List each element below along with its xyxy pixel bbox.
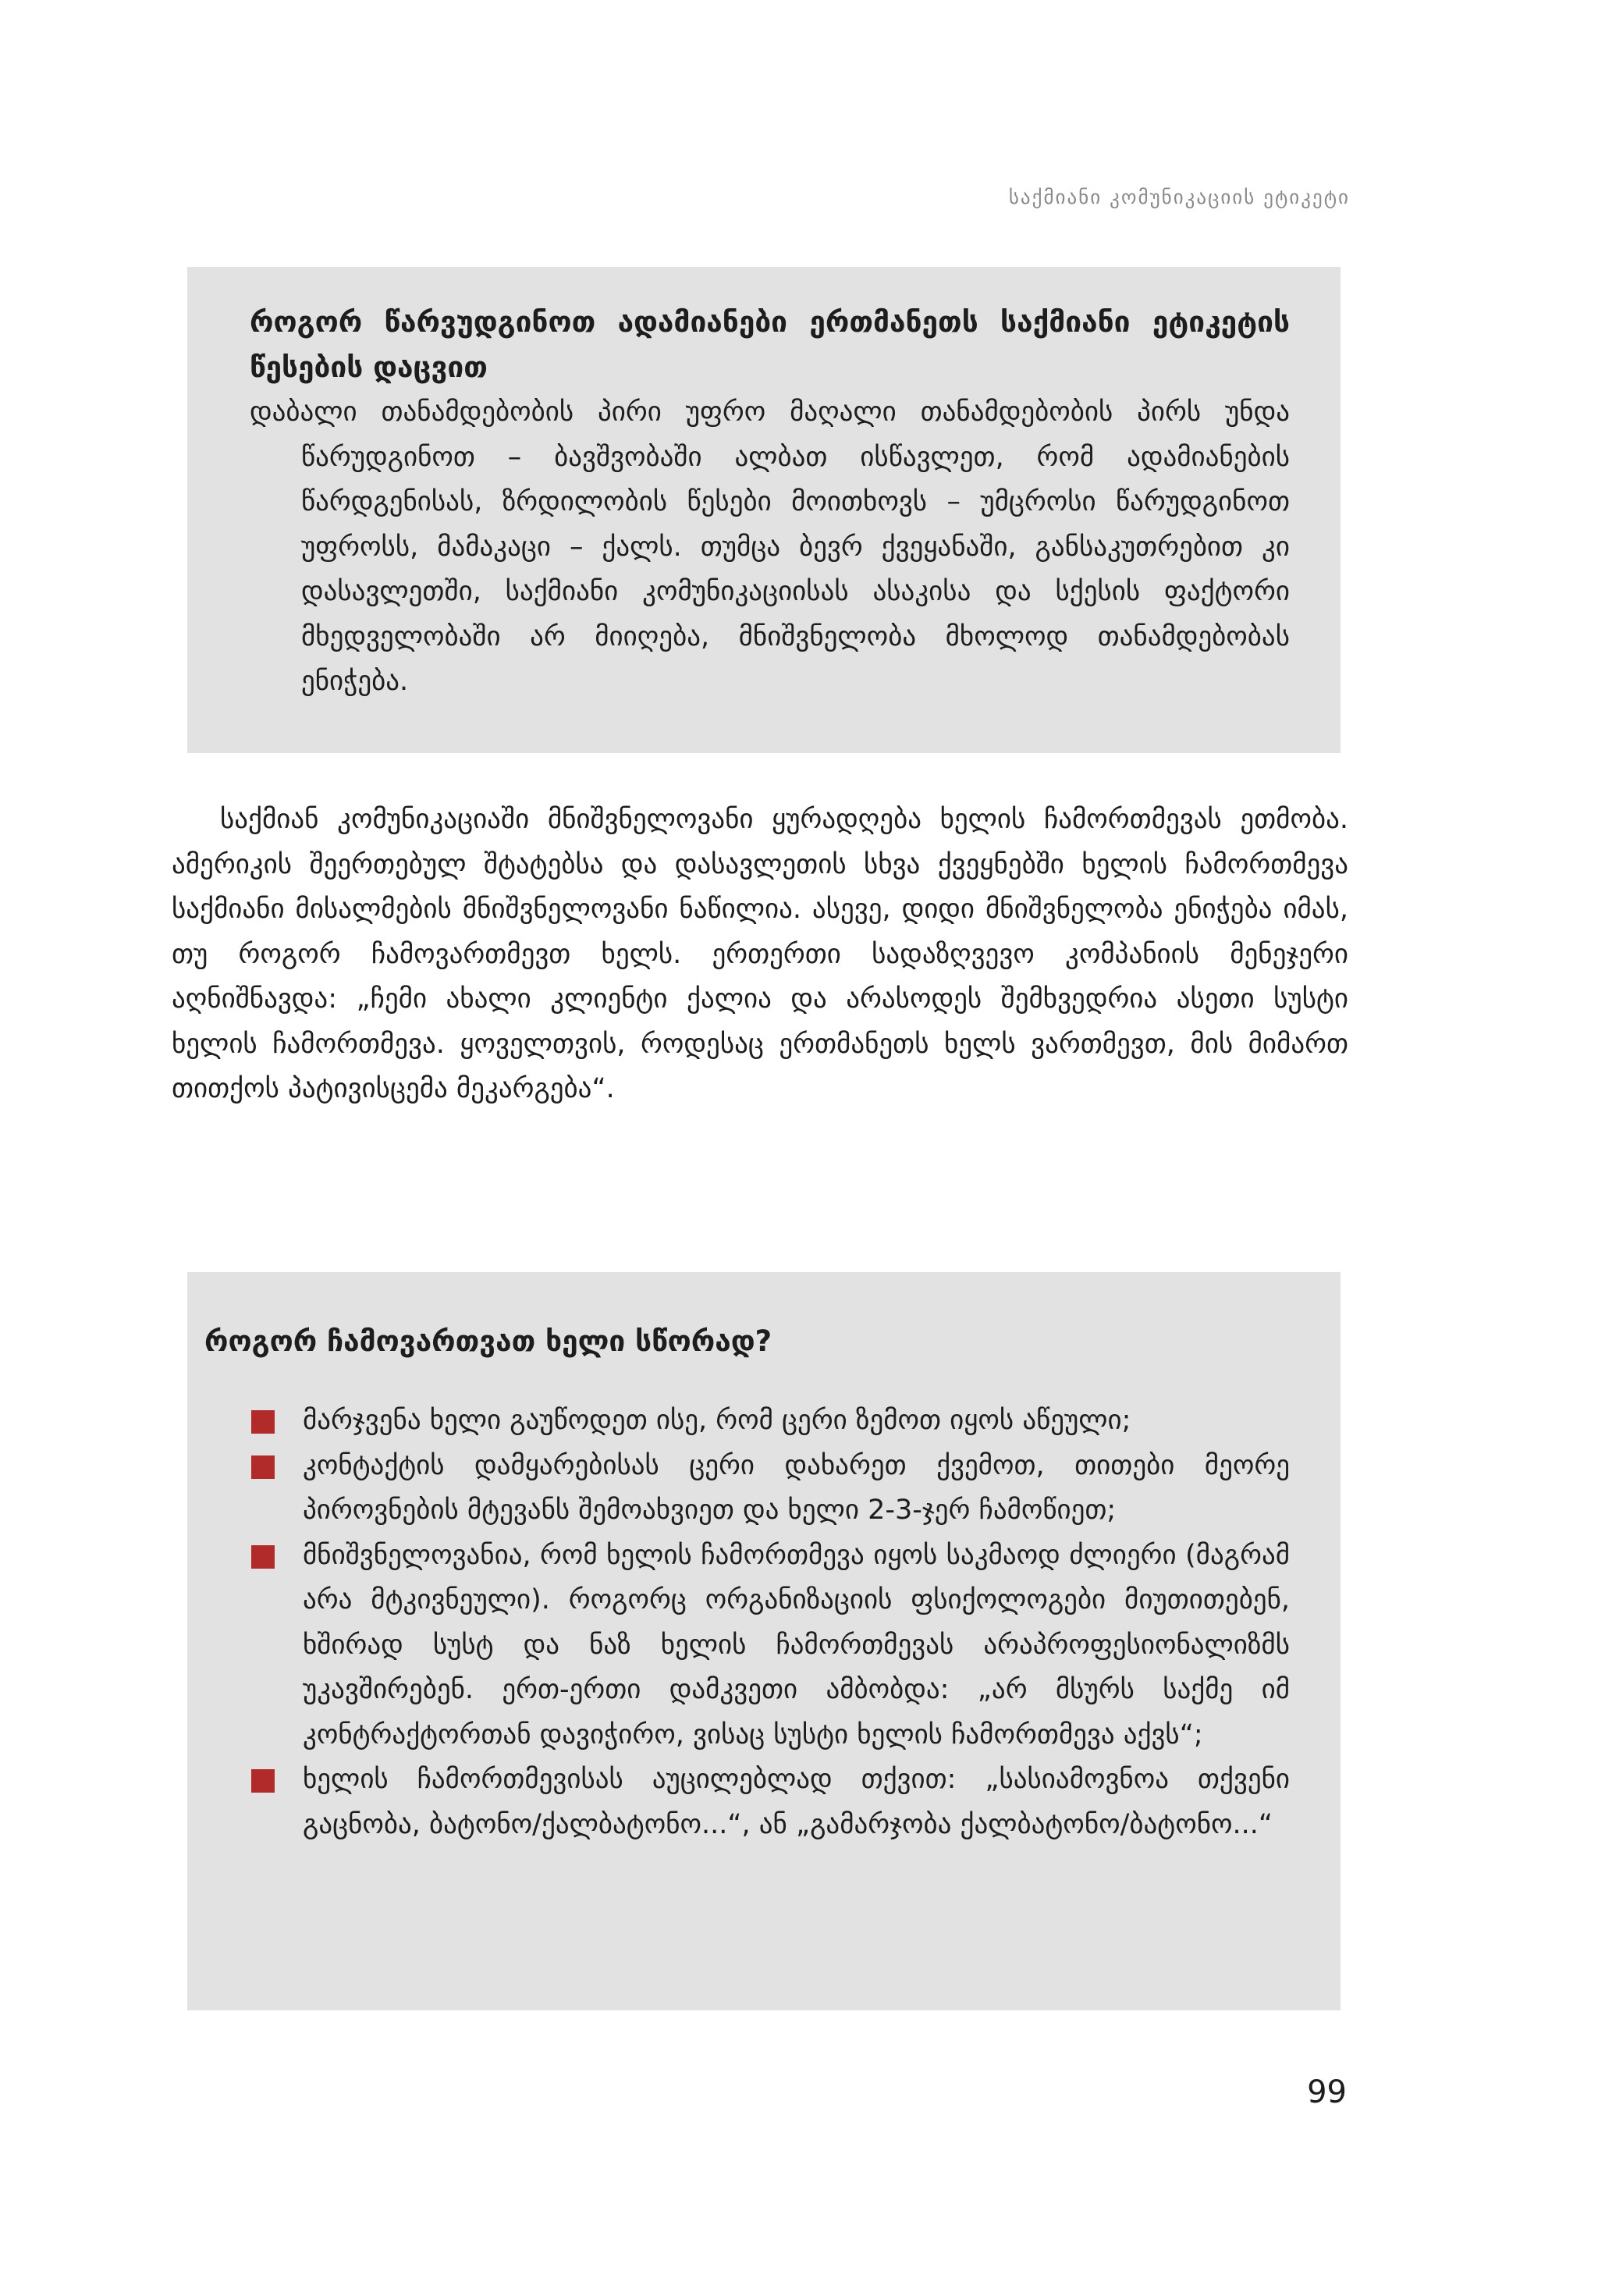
list-item [251,1758,1290,1847]
list-item-text: მნიშვნელოვანია, რომ ხელის ჩამორთმევა იყოს საკმაოდ ძლიერი (მაგრამ არა მტკივნეული). როგორც ორგანიზაციის ფსიქოლოგები მიუთითებენ, ხშირად სუსტ და ნაზ ხელის ჩამორთმევას არაპროფესიონალიზმს უკავშირებენ. ერთ-ერთი დამკვეთი ამბობდა: „არ მსურს საქმე იმ კონტრაქტორთან დავიჭირო, ვისაც სუსტი ხელის ჩამორთმევა აქვს“; [303,1539,1290,1750]
list-item [251,1399,1290,1444]
page-number: 99 [1307,2074,1347,2110]
list-item-text: ხელის ჩამორთმევისას აუცილებლად თქვით: „სასიამოვნოა თქვენი გაცნობა, ბატონო/ქალბატონო...“, ან „გამარჯობა ქალბატონო/ბატონო...“ [303,1764,1290,1840]
square-bullet-icon [251,1769,275,1793]
info-box-introductions [187,267,1341,753]
square-bullet-icon [251,1410,275,1434]
square-bullet-icon [251,1455,275,1479]
list-item [251,1534,1290,1758]
list-item-text: მარჯვენა ხელი გაუწოდეთ ისე, რომ ცერი ზემოთ იყოს აწეული; [303,1405,1131,1436]
box-paragraph: დაბალი თანამდებობის პირი უფრო მაღალი თანამდებობის პირს უნდა წარუდგინოთ – ბავშვობაში ალბათ ისწავლეთ, რომ ადამიანების წარდგენისას, ზრდილობის წესები მოითხოვს – უმცროსი წარუდგინოთ უფროსს, მამაკაცი – ქალს. თუმცა ბევრ ქვეყანაში, განსაკუთრებით კი დასავლეთში, საქმიანი კომუნიკაციისას ასაკისა და სქესის ფაქტორი მხედველობაში არ მიიღება, მნიშვნელობა მხოლოდ თანამდებობას ენიჭება. [250,396,1290,697]
body-paragraph: საქმიან კომუნიკაციაში მნიშვნელოვანი ყურადღება ხელის ჩამორთმევას ეთმობა. ამერიკის შეერთებულ შტატებსა და დასავლეთის სხვა ქვეყნებში ხელის ჩამორთმევა საქმიანი მისალმების მნიშვნელოვანი ნაწილია. ასევე, დიდი მნიშვნელობა ენიჭება იმას, თუ როგორ ჩამოვართმევთ ხელს. ერთერთი სადაზღვევო კომპანიის მენეჯერი აღნიშნავდა: „ჩემი ახალი კლიენტი ქალია და არასოდეს შემხვედრია ასეთი სუსტი ხელის ჩამორთმევა. ყოველთვის, როდესაც ერთმანეთს ხელს ვართმევთ, მის მიმართ თითქოს პატივისცემა მეკარგება“. [172,804,1348,1104]
square-bullet-icon [251,1545,275,1569]
running-header: საქმიანი კომუნიკაციის ეტიკეტი [1008,186,1350,208]
list-item [251,1444,1290,1534]
box-heading: როგორ წარვუდგინოთ ადამიანები ერთმანეთს საქმიანი ეტიკეტის წესების დაცვით [250,305,1290,384]
box-heading: როგორ ჩამოვართვათ ხელი სწორად? [204,1324,772,1358]
info-box-handshake [187,1272,1341,2010]
list-item-text: კონტაქტის დამყარებისას ცერი დახარეთ ქვემოთ, თითები მეორე პიროვნების მტევანს შემოახვიეთ და ხელი 2-3-ჯერ ჩამოწიეთ; [303,1449,1290,1526]
bullet-list [204,1399,1290,1847]
